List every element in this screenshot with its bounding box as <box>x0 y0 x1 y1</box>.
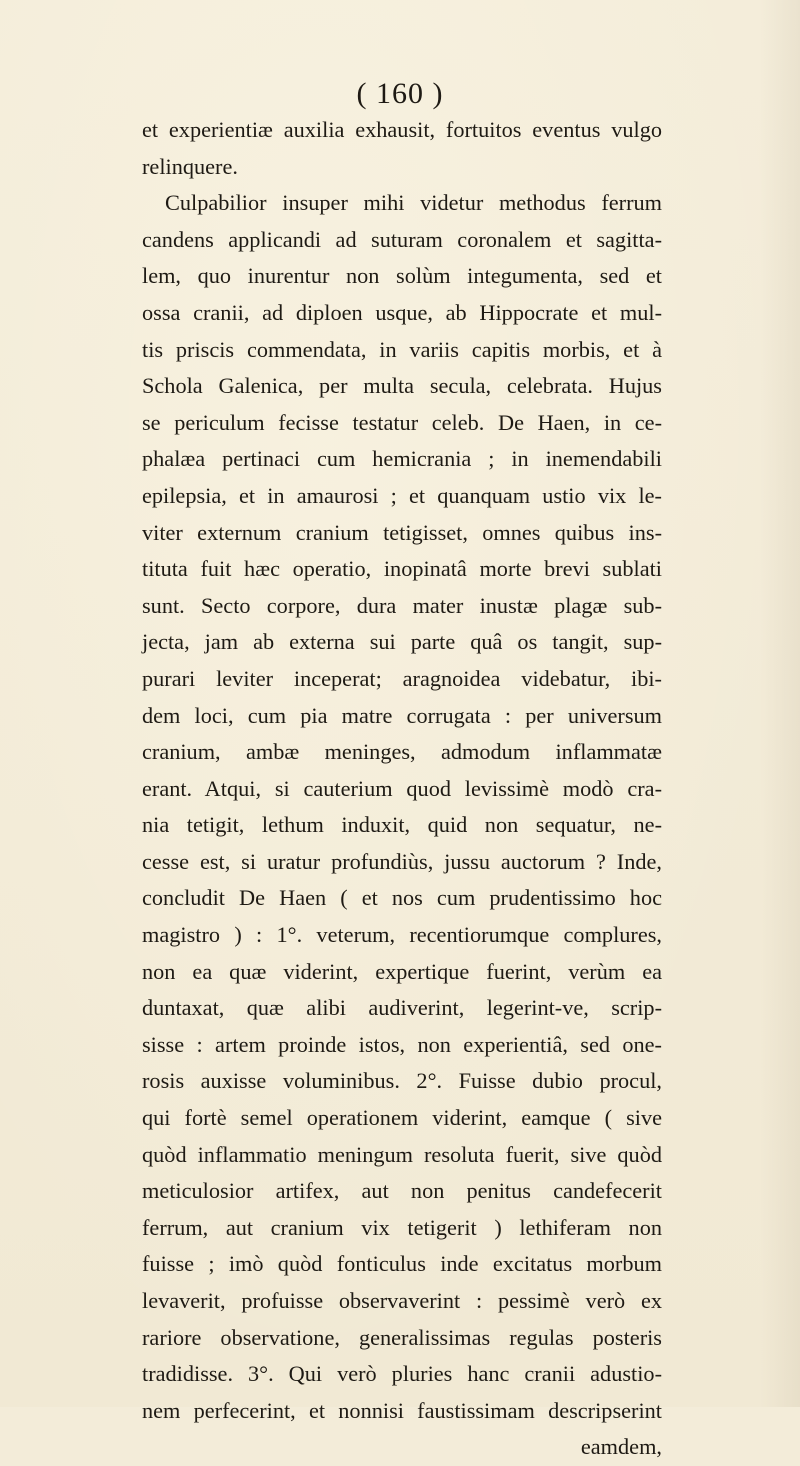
text-line: relinquere. <box>142 153 238 179</box>
text-line: non ea quæ viderint, expertique fuerint, verùm ea <box>142 958 662 984</box>
text-line: cesse est, si uratur profundiùs, jussu auctorum ? Inde, <box>142 848 662 874</box>
text-line: Culpabilior insuper mihi videtur methodus ferrum <box>165 190 662 216</box>
catchword: eamdem, <box>580 1434 662 1460</box>
text-line: rariore observatione, generalissimas regulas posteris <box>142 1324 662 1350</box>
text-line: sunt. Secto corpore, dura mater inustæ plagæ sub- <box>142 592 662 618</box>
text-line: magistro ) : 1°. veterum, recentiorumque complures, <box>142 922 662 948</box>
text-line: ossa cranii, ad diploen usque, ab Hippocrate et mul- <box>142 299 662 325</box>
text-line: fuisse ; imò quòd fonticulus inde excitatus morbum <box>142 1251 662 1277</box>
text-line: et experientiæ auxilia exhausit, fortuitos eventus vulgo <box>142 117 662 142</box>
text-line: se periculum fecisse testatur celeb. De Haen, in ce- <box>142 409 662 435</box>
text-line: rosis auxisse voluminibus. 2°. Fuisse dubio procul, <box>142 1068 662 1094</box>
text-line: candens applicandi ad suturam coronalem et sagitta- <box>142 226 662 252</box>
text-line: sisse : artem proinde istos, non experientiâ, sed one- <box>142 1031 662 1057</box>
text-line: viter externum cranium tetigisset, omnes quibus ins- <box>142 519 662 545</box>
text-line: qui fortè semel operationem viderint, eamque ( sive <box>142 1105 662 1131</box>
text-line: purari leviter inceperat; aragnoidea videbatur, ibi- <box>142 665 662 691</box>
text-line: Schola Galenica, per multa secula, celebrata. Hujus <box>142 373 662 399</box>
text-line: tituta fuit hæc operatio, inopinatâ morte brevi sublati <box>142 556 662 582</box>
text-line: duntaxat, quæ alibi audiverint, legerint-ve, scrip- <box>142 995 662 1021</box>
body-text <box>142 112 662 1466</box>
page-edge-shadow <box>760 0 800 1407</box>
text-line: cranium, ambæ meninges, admodum inflammatæ <box>142 739 662 765</box>
page-number: ( 160 ) <box>356 77 444 110</box>
text-line: quòd inflammatio meningum resoluta fuerit, sive quòd <box>142 1141 662 1167</box>
text-line: nem perfecerint, et nonnisi faustissimam descripserint <box>142 1397 662 1423</box>
text-line: dem loci, cum pia matre corrugata : per universum <box>142 702 662 728</box>
text-line: nia tetigit, lethum induxit, quid non sequatur, ne- <box>142 812 662 838</box>
text-line: meticulosior artifex, aut non penitus candefecerit <box>142 1178 662 1204</box>
text-line: erant. Atqui, si cauterium quod levissimè modò cra- <box>142 775 662 801</box>
text-line: tradidisse. 3°. Qui verò pluries hanc cranii adustio- <box>142 1361 662 1387</box>
text-line: phalæa pertinaci cum hemicrania ; in inemendabili <box>142 446 662 472</box>
text-line: lem, quo inurentur non solùm integumenta, sed et <box>142 263 662 289</box>
text-line: levaverit, profuisse observaverint : pessimè verò ex <box>142 1288 662 1313</box>
text-line: epilepsia, et in amaurosi ; et quanquam ustio vix le- <box>142 482 662 508</box>
text-line: concludit De Haen ( et nos cum prudentissimo hoc <box>142 885 662 911</box>
text-line: ferrum, aut cranium vix tetigerit ) lethiferam non <box>142 1214 662 1240</box>
text-line: tis priscis commendata, in variis capitis morbis, et à <box>142 336 662 362</box>
text-line: jecta, jam ab externa sui parte quâ os tangit, sup- <box>142 629 662 655</box>
